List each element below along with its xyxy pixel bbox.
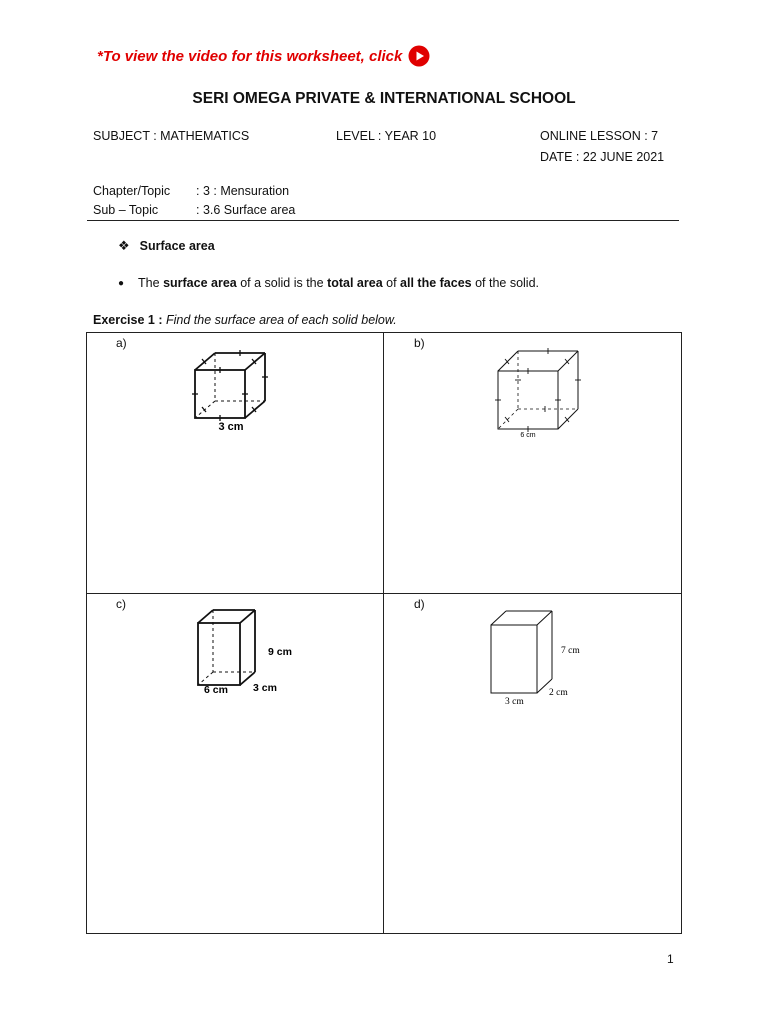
cube-a-dim-label: 3 cm (218, 421, 244, 433)
exercise-d-label: d) (414, 597, 425, 611)
cuboid-c-figure (195, 607, 305, 697)
cuboid-c-length-label: 6 cm (204, 684, 228, 696)
online-lesson: ONLINE LESSON : 7 (540, 129, 659, 143)
play-icon[interactable] (408, 45, 430, 67)
grid-horizontal-divider (86, 593, 682, 594)
definition-text: The surface area of a solid is the total area of all the faces of the solid. (138, 276, 540, 290)
header-divider (87, 220, 679, 221)
date: DATE : 22 JUNE 2021 (540, 150, 665, 164)
chapter-value: : 3 : Mensuration (196, 184, 290, 198)
level: LEVEL : YEAR 10 (336, 129, 437, 143)
cube-b-dim-label: 6 cm (520, 432, 536, 439)
exercise-c-label: c) (116, 597, 126, 611)
grid-vertical-divider (383, 332, 384, 934)
exercise-a-label: a) (116, 336, 127, 350)
exercise-title (93, 313, 397, 327)
exercise-label: Exercise 1 : (93, 313, 163, 327)
cuboid-c-height-label: 9 cm (268, 646, 292, 658)
exercise-instruction: Find the surface area of each solid below. (165, 313, 397, 327)
subject: SUBJECT : MATHEMATICS (93, 129, 250, 143)
cuboid-d-figure (488, 608, 598, 708)
subtopic-value: : 3.6 Surface area (196, 203, 296, 217)
video-link-text: *To view the video for this worksheet, click (97, 47, 403, 65)
diamond-bullet-icon: ❖ (118, 238, 130, 253)
video-link[interactable] (97, 45, 430, 67)
cuboid-d-length-label: 3 cm (505, 697, 524, 707)
exercise-b-label: b) (414, 336, 425, 350)
bullet-icon: ● (118, 277, 125, 289)
subtopic-label: Sub – Topic (93, 203, 159, 217)
section-heading-text: Surface area (139, 239, 215, 253)
definition-item (118, 276, 539, 290)
section-heading (118, 238, 215, 254)
cuboid-d-width-label: 2 cm (549, 688, 568, 698)
cube-b-figure (490, 345, 585, 440)
cuboid-c-width-label: 3 cm (253, 682, 277, 694)
chapter-label: Chapter/Topic (93, 184, 171, 198)
cube-a-figure (185, 345, 275, 435)
school-name: SERI OMEGA PRIVATE & INTERNATIONAL SCHOOL (192, 90, 576, 107)
cuboid-d-height-label: 7 cm (561, 646, 580, 656)
page-number: 1 (667, 952, 674, 966)
